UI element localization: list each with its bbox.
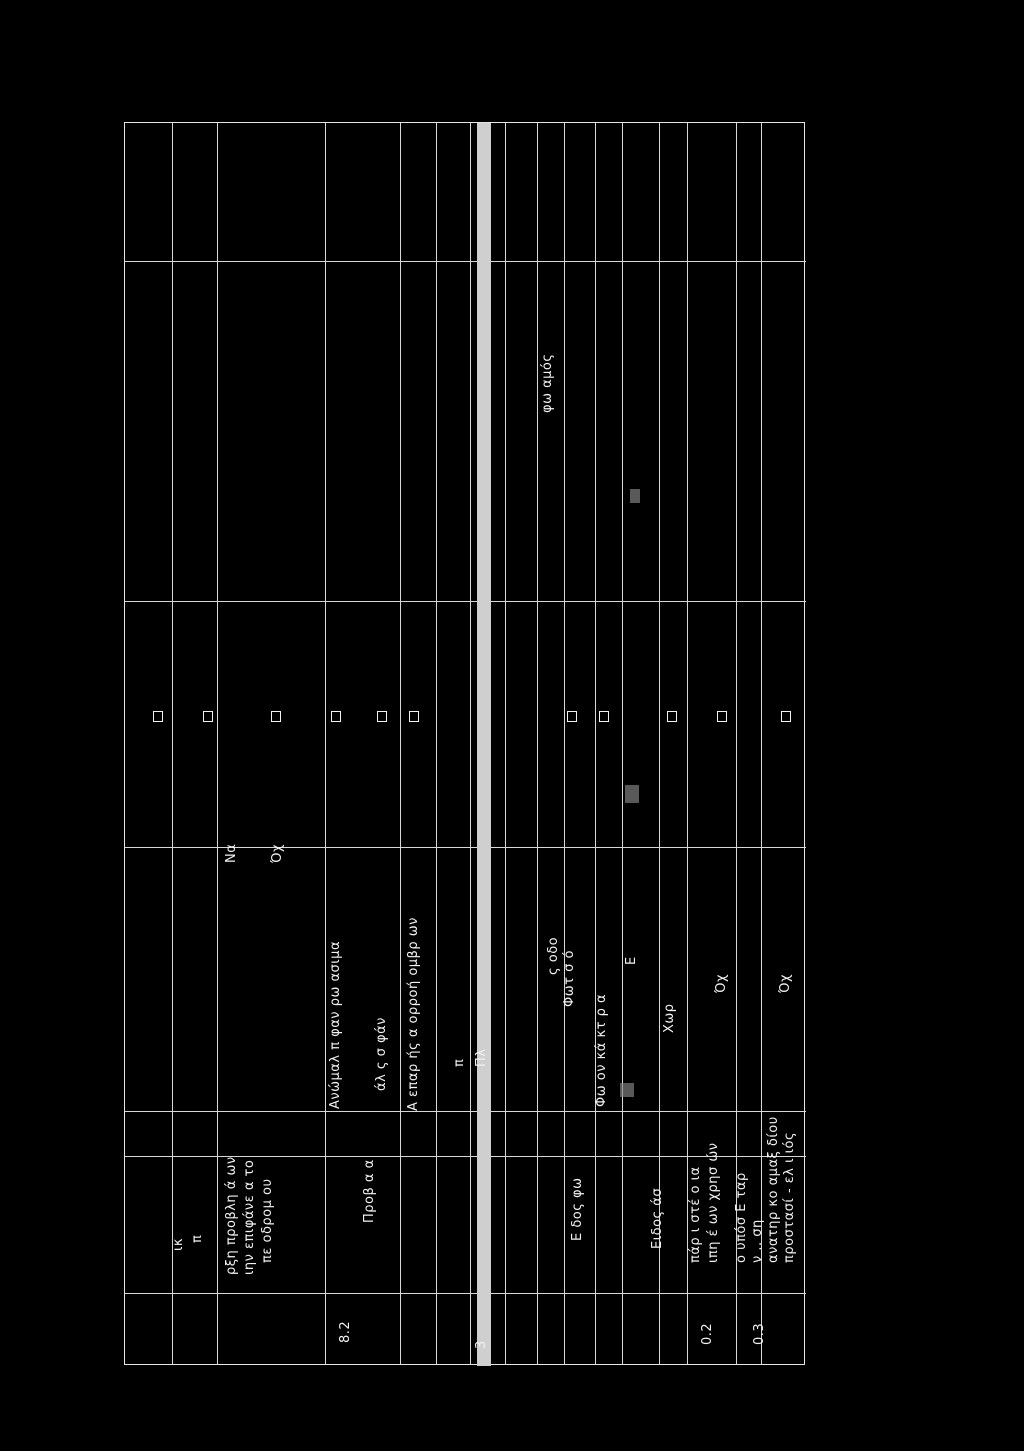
section-number: 0.3: [752, 1322, 767, 1345]
column-rule: [400, 123, 401, 1364]
row-rule: [125, 261, 806, 262]
column-rule: [537, 123, 538, 1364]
checkbox[interactable]: [567, 711, 577, 722]
problem-option: Α επαρ ής α ορροή ομβρ ων: [406, 917, 421, 1111]
checkbox[interactable]: [153, 711, 163, 722]
column-rule: [325, 123, 326, 1364]
row-rule: [125, 601, 806, 602]
column-rule: [470, 123, 471, 1364]
question-line: ν .. ση: [750, 1219, 765, 1263]
scan-mark: [625, 785, 639, 803]
question-line: ιπη έ ων χρησ ών: [706, 1142, 721, 1263]
header-ik: ικ: [171, 1237, 186, 1251]
checkbox[interactable]: [203, 711, 213, 722]
question-line: ανατηρ κο αμαξ δίου: [766, 1116, 781, 1263]
answer-no: Όχ: [270, 843, 285, 863]
section-mark: 3: [474, 1340, 489, 1349]
section-number: 0.2: [700, 1322, 715, 1345]
row-rule: [125, 1293, 806, 1294]
section-number: 8.2: [338, 1320, 353, 1343]
space-label: Ειδος άσ: [650, 1187, 665, 1249]
problems-label: Προβ α α: [362, 1159, 377, 1223]
column-rule: [436, 123, 437, 1364]
section-divider: [474, 123, 491, 1366]
lighting-option: Φω ον κά κτ ρ α: [594, 993, 609, 1107]
lighting-far-label: φω αμός: [540, 353, 555, 413]
scan-mark: [620, 1083, 634, 1097]
lighting-label: Ε δος φω: [570, 1177, 585, 1241]
column-rule: [622, 123, 623, 1364]
checkbox[interactable]: [409, 711, 419, 722]
lighting-option: Φωτ σ ό: [562, 950, 577, 1007]
checkbox[interactable]: [781, 711, 791, 722]
checkbox[interactable]: [717, 711, 727, 722]
lighting-option: ς οδο: [546, 936, 561, 975]
question-line: ρξη προβλη ά ων: [224, 1156, 239, 1275]
question-line: πάρ ι στέ ο ια: [688, 1166, 703, 1263]
column-rule: [595, 123, 596, 1364]
scan-mark: [630, 489, 640, 503]
answer-yes: Να: [224, 843, 239, 863]
form-table: [124, 122, 805, 1365]
column-rule: [564, 123, 565, 1364]
problem-option: άλ ς σ φάν: [374, 1017, 389, 1091]
problem-option: Πλ: [474, 1048, 489, 1067]
space-option: Χωρ: [662, 1003, 677, 1033]
question-line: προστασί - ελ ι ιός: [782, 1131, 797, 1263]
checkbox[interactable]: [377, 711, 387, 722]
problem-option: π: [452, 1058, 467, 1067]
problem-option: Ανώμαλ π φαν ρω ασιμα: [328, 940, 343, 1109]
answer-no: Όχ: [778, 973, 793, 993]
column-rule: [659, 123, 660, 1364]
question-line: ο υπόσ Ε ταρ: [734, 1172, 749, 1263]
checkbox[interactable]: [599, 711, 609, 722]
column-rule: [505, 123, 506, 1364]
column-rule: [761, 123, 762, 1364]
checkbox[interactable]: [667, 711, 677, 722]
question-line: ιην επιφάνε α το: [242, 1159, 257, 1275]
checkbox[interactable]: [331, 711, 341, 722]
column-rule: [172, 123, 173, 1364]
header-p: π: [190, 1234, 205, 1243]
question-line: πε οδρομ ου: [260, 1178, 275, 1263]
row-rule: [125, 1111, 806, 1112]
checkbox[interactable]: [271, 711, 281, 722]
answer-no: Όχ: [714, 973, 729, 993]
column-rule: [217, 123, 218, 1364]
lighting-option: Ε: [624, 956, 639, 965]
